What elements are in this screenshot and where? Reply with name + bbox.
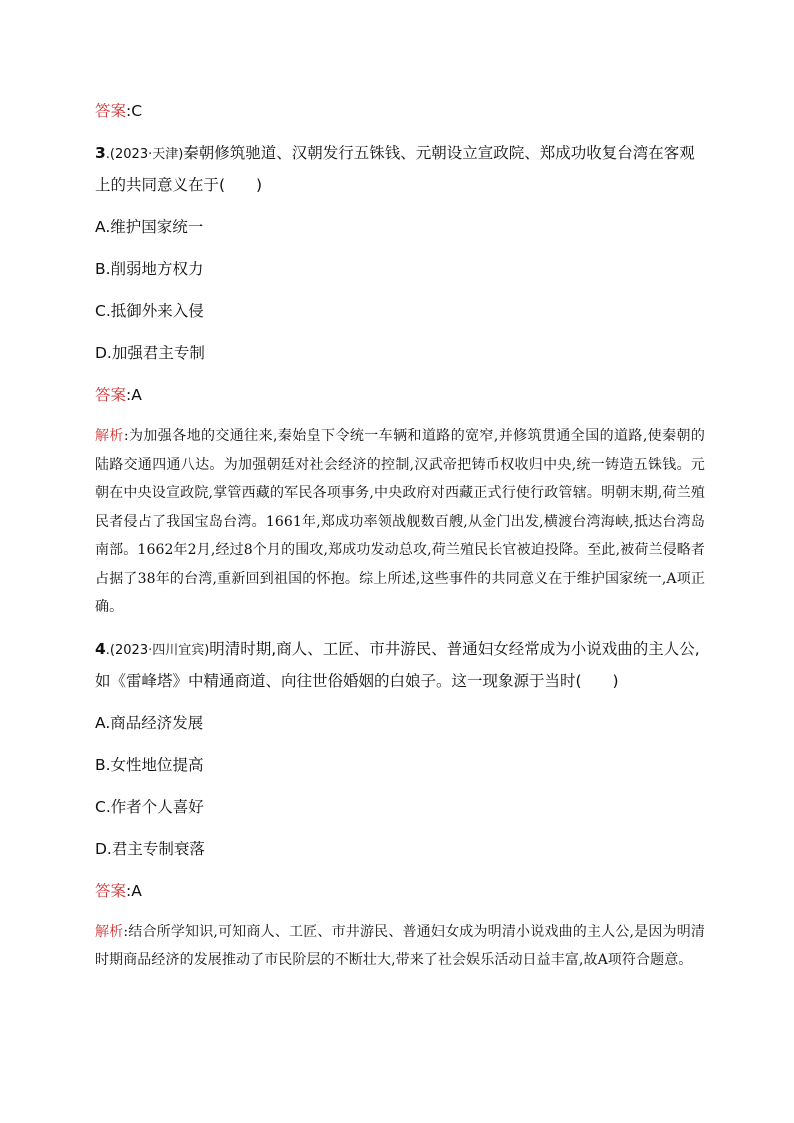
- answer-line: [95, 380, 705, 410]
- explanation-label: 解析: [95, 428, 124, 444]
- answer-line: [95, 876, 705, 906]
- answer-sep: :: [126, 881, 132, 900]
- explanation-text: 为加强各地的交通往来,秦始皇下令统一车辆和道路的宽窄,并修筑贯通全国的道路,使秦朝的陆路交通四通八达。为加强朝廷对社会经济的控制,汉武帝把铸币权收归中央,统一铸造五铢钱。元朝在中央设宣政院,掌管西藏的军民各项事务,中央政府对西藏正式行使行政管辖。明朝末期,荷兰殖民者侵占了我国宝岛台湾。1661年,郑成功率领战舰数百艘,从金门出发,横渡台湾海峡,抵达台湾岛南部。1662年2月,经过8个月的围攻,郑成功发动总攻,荷兰殖民长官被迫投降。至此,被荷兰侵略者占据了38年的台湾,重新回到祖国的怀抱。综上所述,这些事件的共同意义在于维护国家统一,A项正确。: [95, 428, 705, 615]
- option-a: A.商品经济发展: [95, 713, 204, 732]
- answer-value: A: [131, 386, 142, 404]
- explanation-label: 解析: [95, 923, 124, 940]
- option-d: D.加强君主专制: [95, 344, 205, 362]
- question-number: 4: [95, 639, 106, 658]
- answer-sep: :: [126, 386, 132, 404]
- answer-label: 答案: [95, 386, 127, 404]
- option-c: C.抵御外来入侵: [95, 302, 204, 320]
- question-stem: 秦朝修筑驰道、汉朝发行五铢钱、元朝设立宣政院、郑成功收复台湾在客观上的共同意义在于( ): [95, 144, 695, 194]
- answer-value: A: [131, 881, 142, 900]
- option-b: B.削弱地方权力: [95, 260, 204, 278]
- option-a: A.维护国家统一: [95, 218, 204, 236]
- question-source: .(2023·四川宜宾): [105, 642, 210, 658]
- question-source: .(2023·天津): [105, 147, 184, 162]
- explanation-sep: :: [123, 428, 129, 444]
- answer-line: [95, 96, 705, 126]
- explanation-text: 结合所学知识,可知商人、工匠、市井游民、普通妇女成为明清小说戏曲的主人公,是因为明清时期商品经济的发展推动了市民阶层的不断壮大,带来了社会娱乐活动日益丰富,故A项符合题意。: [95, 923, 706, 968]
- option-c: C.作者个人喜好: [95, 797, 204, 816]
- answer-value: C: [131, 102, 143, 120]
- question-3: [95, 138, 705, 200]
- question-4: [95, 634, 705, 696]
- question-stem: 明清时期,商人、工匠、市井游民、普通妇女经常成为小说戏曲的主人公,如《雷峰塔》中精通商道、向往世俗婚姻的白娘子。这一现象源于当时( ): [95, 639, 700, 690]
- explanation: [95, 918, 705, 975]
- answer-label: 答案: [95, 102, 127, 120]
- answer-label: 答案: [95, 881, 127, 900]
- content: [95, 96, 705, 987]
- question-number: 3: [95, 144, 106, 162]
- explanation-sep: :: [123, 923, 129, 940]
- answer-sep: :: [126, 102, 132, 120]
- option-b: B.女性地位提高: [95, 755, 204, 774]
- option-d: D.君主专制衰落: [95, 839, 205, 858]
- explanation: [95, 422, 705, 622]
